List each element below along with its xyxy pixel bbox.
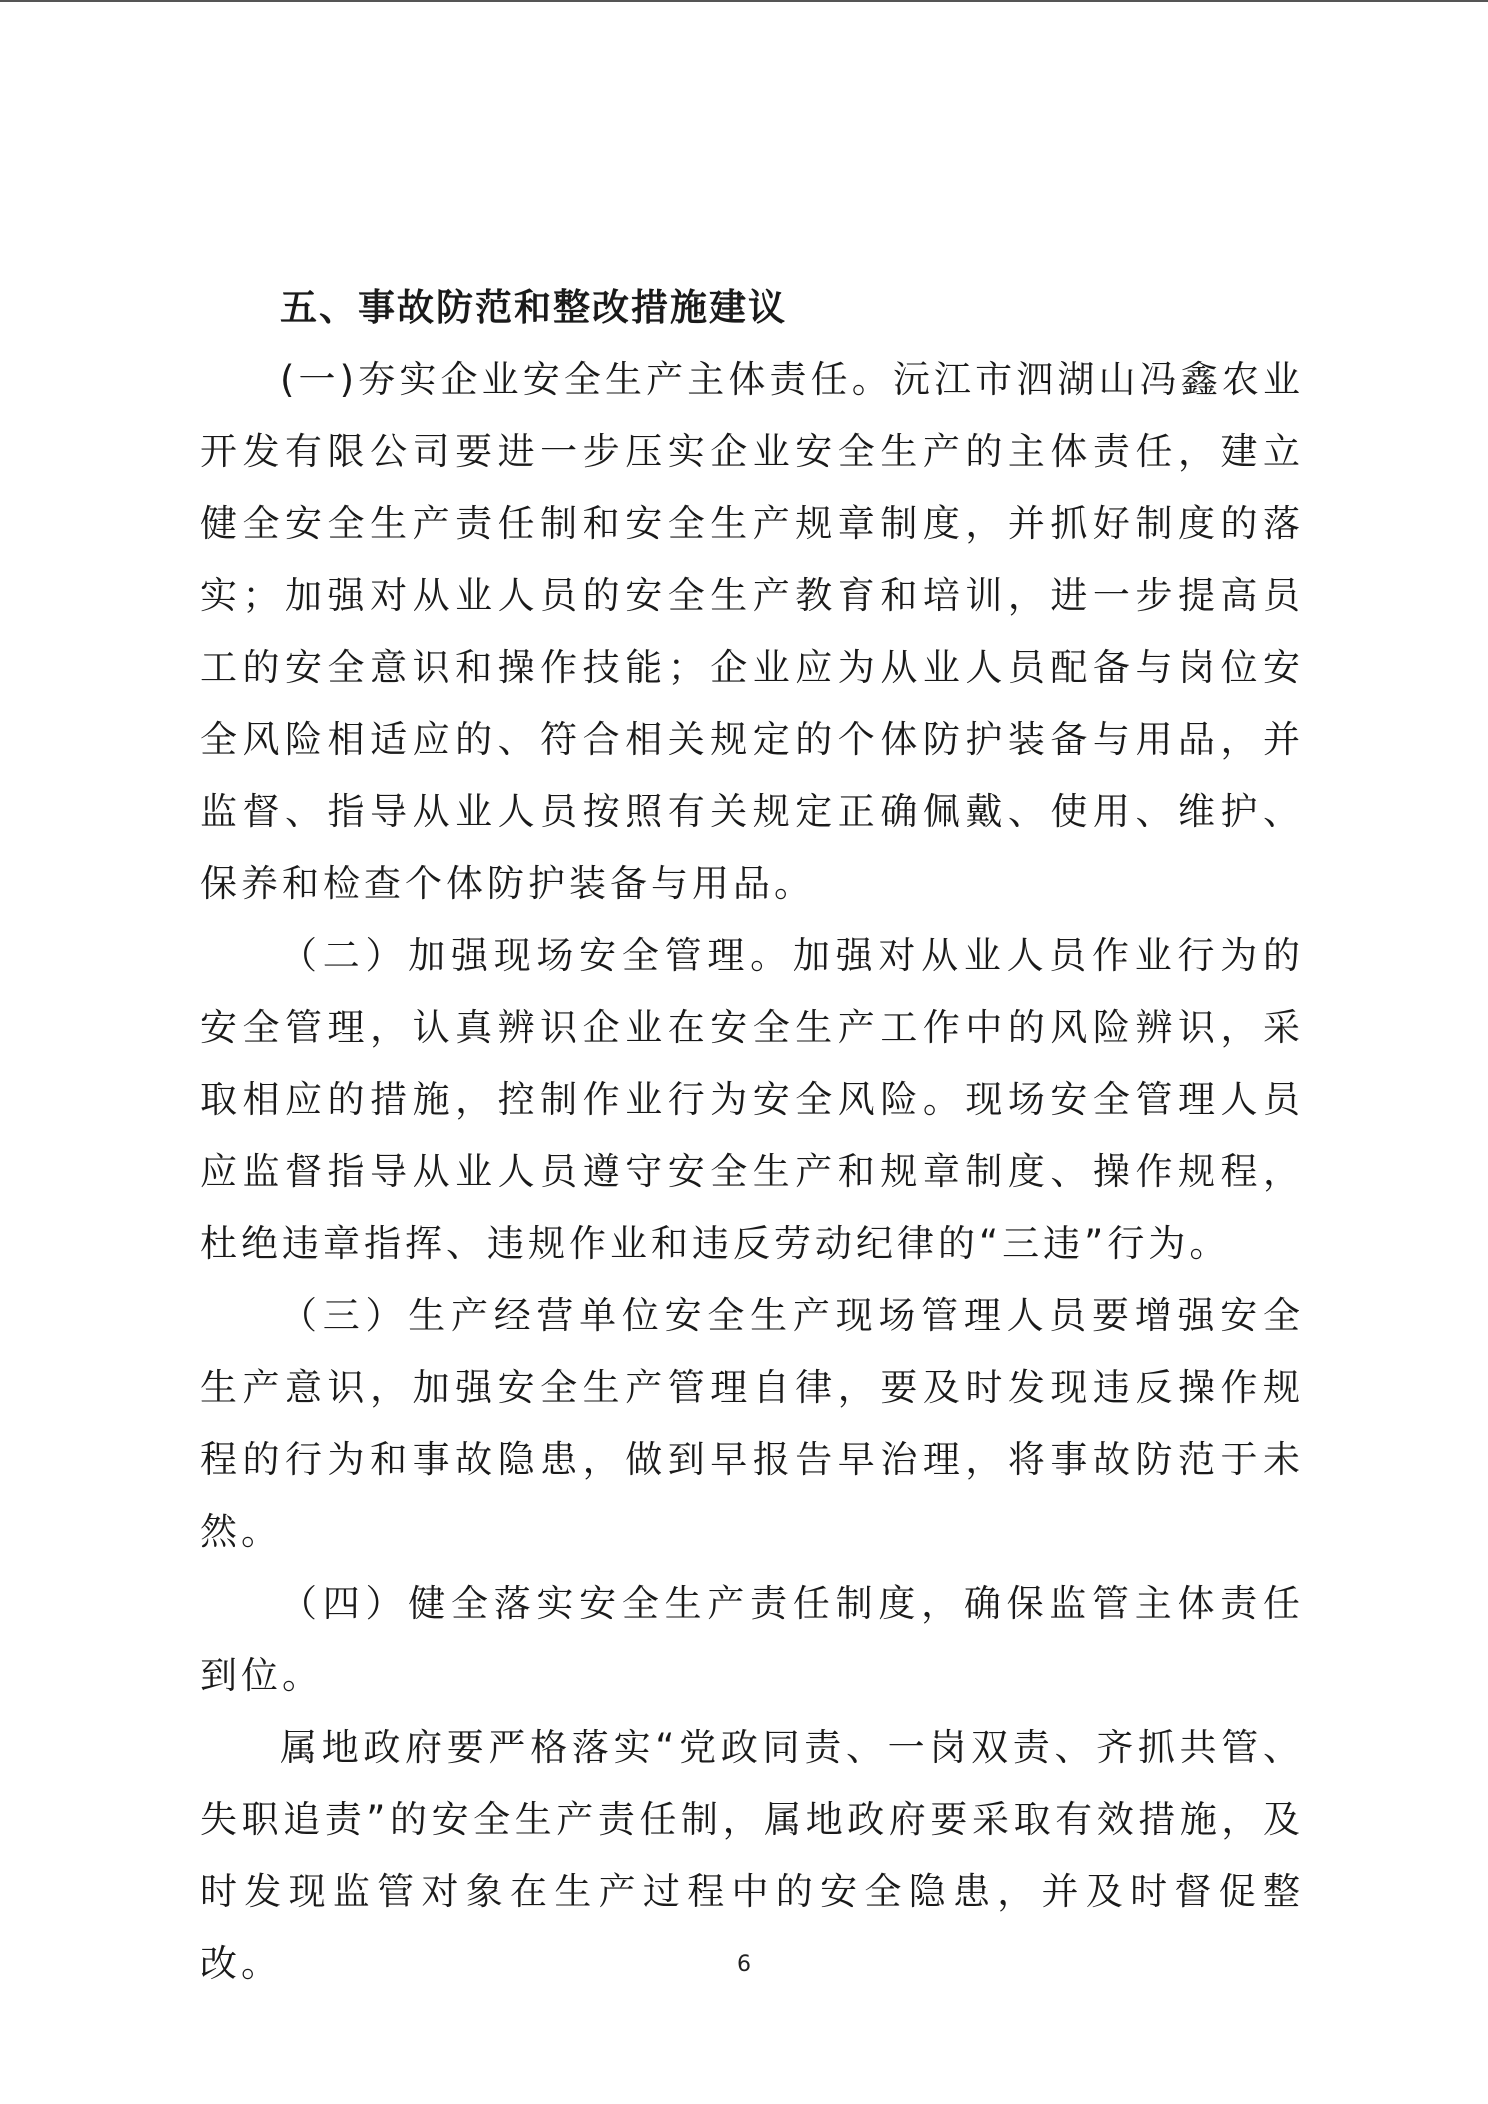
paragraph-1: (一)夯实企业安全生产主体责任。沅江市泗湖山冯鑫农业开发有限公司要进一步压实企业安全生产的主体责任，建立健全安全生产责任制和安全生产规章制度，并抓好制度的落实；加强对从业人员的安全生产教育和培训，进一步提高员工的安全意识和操作技能；企业应为从业人员配备与岗位安全风险相适应的、符合相关规定的个体防护装备与用品，并监督、指导从业人员按照有关规定正确佩戴、使用、维护、保养和检查个体防护装备与用品。	[200, 358, 1304, 905]
document-body	[200, 272, 1304, 2000]
section-heading: 五、事故防范和整改措施建议	[280, 286, 787, 329]
paragraph-4: （四）健全落实安全生产责任制度，确保监管主体责任到位。	[200, 1582, 1304, 1697]
page-number: 6	[737, 1952, 751, 1977]
top-border	[0, 0, 1488, 2]
paragraph-5: 属地政府要严格落实“党政同责、一岗双责、齐抓共管、失职追责”的安全生产责任制，属地政府要采取有效措施，及时发现监管对象在生产过程中的安全隐患，并及时督促整改。	[200, 1726, 1304, 1985]
paragraph-2: （二）加强现场安全管理。加强对从业人员作业行为的安全管理，认真辨识企业在安全生产工作中的风险辨识，采取相应的措施，控制作业行为安全风险。现场安全管理人员应监督指导从业人员遵守安全生产和规章制度、操作规程，杜绝违章指挥、违规作业和违反劳动纪律的“三违”行为。	[200, 934, 1304, 1265]
paragraph-3: （三）生产经营单位安全生产现场管理人员要增强安全生产意识，加强安全生产管理自律，要及时发现违反操作规程的行为和事故隐患，做到早报告早治理，将事故防范于未然。	[200, 1294, 1304, 1553]
